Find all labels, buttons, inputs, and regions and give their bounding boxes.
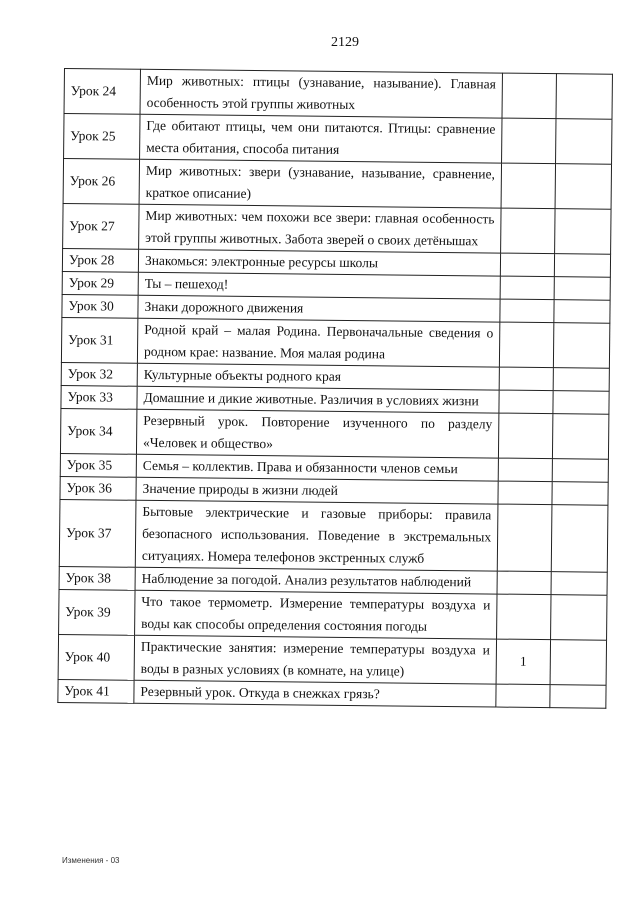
empty-cell — [554, 277, 610, 301]
lesson-number-cell: Урок 24 — [64, 69, 140, 115]
hours-cell — [500, 253, 554, 277]
hours-cell — [497, 594, 551, 640]
lesson-number-cell: Урок 27 — [63, 203, 139, 249]
hours-cell — [498, 413, 552, 459]
empty-cell — [556, 119, 612, 165]
lesson-number-cell: Урок 29 — [62, 271, 138, 295]
hours-cell — [498, 458, 552, 482]
lesson-topic-cell: Родной край – малая Родина. Первоначальные сведения о родном крае: название. Моя малая родина — [137, 318, 499, 367]
hours-cell: 1 — [496, 639, 550, 685]
empty-cell — [550, 685, 606, 709]
lesson-number-cell: Урок 30 — [62, 294, 138, 318]
lesson-topic-cell: Что такое термометр. Измерение температуры воздуха и воды как способы определения состояния погоды — [135, 590, 497, 639]
lesson-number-cell: Урок 41 — [58, 679, 134, 703]
lesson-table — [57, 68, 613, 709]
table-row — [59, 589, 607, 640]
lesson-topic-cell: Практические занятия: измерение температуры воздуха и воды в разных условиях (в комнате, на улице) — [134, 635, 496, 684]
table-row — [63, 159, 611, 210]
table-row — [64, 69, 612, 120]
lesson-number-cell: Урок 39 — [59, 589, 135, 635]
lesson-number-cell: Урок 40 — [58, 634, 134, 680]
lesson-topic-cell: Знаки дорожного движения — [138, 295, 500, 322]
lesson-number-cell: Урок 34 — [60, 408, 136, 454]
footer-revision: Изменения - 03 — [62, 856, 120, 865]
empty-cell — [552, 482, 608, 506]
empty-cell — [553, 391, 609, 415]
empty-cell — [554, 254, 610, 278]
table-row — [61, 317, 609, 368]
empty-cell — [551, 595, 607, 641]
hours-cell — [498, 481, 552, 505]
lesson-number-cell: Урок 32 — [61, 362, 137, 386]
table-row — [63, 203, 611, 254]
lesson-number-cell: Урок 35 — [60, 453, 136, 477]
lesson-topic-cell: Ты – пешеход! — [138, 272, 500, 299]
table-row — [60, 408, 608, 459]
lesson-number-cell: Урок 25 — [64, 114, 140, 160]
empty-cell — [554, 300, 610, 324]
lesson-topic-cell: Где обитают птицы, чем они питаются. Птицы: сравнение места обитания, способа питания — [140, 114, 502, 163]
lesson-topic-cell: Мир животных: птицы (узнавание, называние). Главная особенность этой группы животных — [140, 69, 502, 118]
hours-cell — [497, 571, 551, 595]
empty-cell — [553, 323, 609, 369]
hours-cell — [500, 299, 554, 323]
lesson-topic-cell: Домашние и дикие животные. Различия в условиях жизни — [137, 386, 499, 413]
empty-cell — [551, 505, 608, 573]
empty-cell — [553, 368, 609, 392]
lesson-topic-cell: Мир животных: звери (узнавание, называние, сравнение, краткое описание) — [139, 159, 501, 208]
empty-cell — [556, 74, 612, 120]
hours-cell — [501, 163, 555, 209]
hours-cell — [496, 684, 550, 708]
hours-cell — [502, 118, 556, 164]
lesson-topic-cell: Значение природы в жизни людей — [136, 477, 498, 504]
hours-cell — [499, 367, 553, 391]
empty-cell — [555, 209, 611, 255]
lesson-topic-cell: Знакомься: электронные ресурсы школы — [138, 249, 500, 276]
table-row — [58, 634, 606, 685]
empty-cell — [552, 414, 608, 460]
lesson-topic-cell: Культурные объекты родного края — [137, 363, 499, 390]
lesson-topic-cell: Резервный урок. Откуда в снежках грязь? — [134, 680, 496, 707]
lesson-number-cell: Урок 28 — [62, 248, 138, 272]
empty-cell — [551, 572, 607, 596]
hours-cell — [497, 504, 552, 572]
hours-cell — [499, 390, 553, 414]
hours-cell — [500, 276, 554, 300]
empty-cell — [555, 164, 611, 210]
lesson-topic-cell: Семья – коллектив. Права и обязанности членов семьи — [136, 454, 498, 481]
lesson-number-cell: Урок 37 — [59, 499, 136, 567]
table-body — [58, 69, 613, 709]
hours-cell — [502, 73, 556, 119]
hours-cell — [499, 322, 553, 368]
lesson-number-cell: Урок 26 — [63, 159, 139, 205]
page-number: 2129 — [331, 35, 359, 50]
hours-cell — [501, 208, 555, 254]
lesson-number-cell: Урок 38 — [59, 566, 135, 590]
table-row — [64, 114, 612, 165]
lesson-topic-cell: Мир животных: чем похожи все звери: главная особенность этой группы животных. Забота зверей о своих детёнышах — [139, 204, 501, 253]
lesson-topic-cell: Бытовые электрические и газовые приборы: правила безопасного использования. Поведение в экстремальных ситуациях. Номера телефонов экстренных служб — [135, 500, 498, 571]
lesson-number-cell: Урок 33 — [61, 385, 137, 409]
empty-cell — [552, 459, 608, 483]
lesson-topic-cell: Резервный урок. Повторение изученного по разделу «Человек и общество» — [136, 409, 498, 458]
empty-cell — [550, 640, 606, 686]
lesson-topic-cell: Наблюдение за погодой. Анализ результатов наблюдений — [135, 567, 497, 594]
table-row — [59, 499, 608, 572]
lesson-number-cell: Урок 36 — [60, 476, 136, 500]
lesson-number-cell: Урок 31 — [61, 317, 137, 363]
table-row — [58, 679, 606, 708]
